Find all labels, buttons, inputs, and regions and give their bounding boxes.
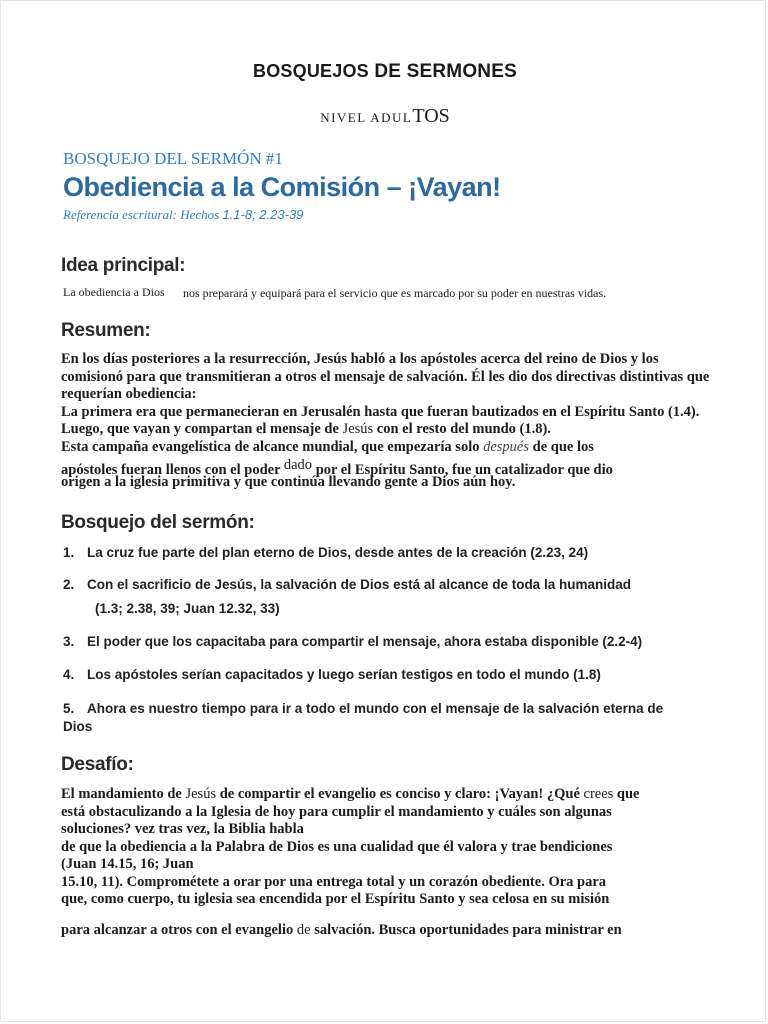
- challenge-line-5: (Juan 14.15, 16; Juan: [61, 856, 194, 872]
- outline-item-number: 2.: [63, 577, 75, 592]
- summary-p2-text-a: La primera era que permanecieran en Jerusalén hasta que fueran bautizados en el Espíritu Santo (1.4). Luego, que vayan y compartan el mensaje de: [61, 403, 700, 437]
- summary-p2-text-b: con el resto del mundo (1.8).: [373, 421, 551, 437]
- document-title-part2: DE SERMONES: [368, 61, 517, 82]
- outline-item-text: Ahora es nuestro tiempo para ir a todo el mundo con el mensaje de la salvación eterna de: [87, 701, 664, 716]
- subtitle-part1: NIVEL ADUL: [320, 110, 413, 125]
- challenge-l8-text-a: para alcanzar a otros con el evangelio: [61, 922, 297, 938]
- scripture-reference: [63, 207, 303, 223]
- summary-p4-text-a: apóstoles fueran llenos con el poder: [61, 462, 284, 478]
- outline-item-number: 4.: [63, 667, 75, 682]
- summary-p4-text-b: por el Espíritu Santo, fue un catalizador que dio: [312, 462, 613, 478]
- outline-item-2-continued: (1.3; 2.38, 39; Juan 12.32, 33): [95, 601, 280, 616]
- challenge-l1-text-b: de compartir el evangelio es conciso y claro: ¡Vayan! ¿Qué: [216, 786, 584, 802]
- main-idea-heading: Idea principal:: [61, 255, 186, 276]
- summary-p2-jesus: Jesús: [342, 421, 374, 437]
- summary-p3-despues: después: [483, 438, 530, 455]
- outline-item-number: 3.: [63, 634, 75, 649]
- outline-item-4: [63, 667, 601, 682]
- challenge-l1-text-a: El mandamiento de: [61, 786, 186, 802]
- document-subtitle: [1, 105, 768, 128]
- summary-p3-text-b: de que los: [529, 438, 594, 455]
- summary-paragraph-3: [61, 439, 721, 457]
- sermon-label: BOSQUEJO DEL SERMÓN #1: [63, 149, 283, 168]
- challenge-l1-text-c: que: [613, 786, 640, 802]
- main-idea-part1: La obediencia a Dios: [63, 285, 165, 299]
- challenge-l1-jesus: Jesús: [185, 786, 217, 802]
- outline-item-5: [63, 701, 663, 716]
- summary-heading: Resumen:: [61, 320, 151, 341]
- document-title-part1: BOSQUEJOS: [253, 61, 369, 81]
- summary-paragraph-2: [61, 404, 721, 439]
- outline-item-text: Con el sacrificio de Jesús, la salvación de Dios está al alcance de toda la humanidad: [87, 577, 631, 592]
- main-idea-part2: nos preparará y equipará para el servicio que es marcado por su poder en nuestras vidas.: [183, 286, 607, 300]
- challenge-line-4: de que la obediencia a la Palabra de Dios es una cualidad que él valora y trae bendiciones: [61, 838, 613, 855]
- subtitle-part2: TOS: [412, 105, 450, 127]
- challenge-l1-crees: crees: [583, 786, 614, 802]
- outline-item-number: 1.: [63, 545, 75, 560]
- summary-body: [61, 351, 721, 456]
- challenge-line-7: que, como cuerpo, tu iglesia sea encendida por el Espíritu Santo y sea celosa en su misión: [61, 891, 610, 907]
- reference-numbers: 1.1-8; 2.23-39: [222, 207, 304, 222]
- outline-item-5-continued: Dios: [63, 719, 93, 734]
- outline-item-text: El poder que los capacitaba para compartir el mensaje, ahora estaba disponible (2.2-4): [87, 634, 643, 649]
- challenge-line-2: está obstaculizando a la Iglesia de hoy para cumplir el mandamiento y cuáles son algunas: [61, 803, 612, 820]
- challenge-line-1: [61, 786, 721, 804]
- summary-paragraph-1: En los días posteriores a la resurrección, Jesús habló a los apóstoles acerca del reino de Dios y los comisionó para que transmitieran a otros el mensaje de salvación. Él les dio dos directivas distintivas que requerían obediencia:: [61, 351, 710, 402]
- outline-item-3: [63, 634, 642, 649]
- outline-item-1: [63, 545, 588, 560]
- document-title: [1, 61, 768, 83]
- summary-p4-dado: dado: [283, 457, 313, 473]
- challenge-line-6: 15.10, 11). Comprométete a orar por una entrega total y un corazón obediente. Ora para: [61, 873, 607, 890]
- challenge-body: [61, 786, 721, 909]
- reference-label: Referencia escritural: Hechos: [63, 207, 223, 222]
- sermon-title: Obediencia a la Comisión – ¡Vayan!: [63, 172, 501, 202]
- challenge-l8-text-b: salvación. Busca oportunidades para ministrar en: [310, 922, 622, 938]
- challenge-l8-de: de: [296, 922, 311, 938]
- summary-paragraph-5: origen a la iglesia primitiva y que continúa llevando gente a Dios aún hoy.: [61, 474, 516, 490]
- outline-item-text: Los apóstoles serían capacitados y luego serían testigos en todo el mundo (1.8): [87, 667, 601, 682]
- outline-heading: Bosquejo del sermón:: [61, 512, 255, 533]
- challenge-line-8: [61, 922, 721, 940]
- challenge-line-3: soluciones? vez tras vez, la Biblia habla: [61, 821, 304, 837]
- summary-p3-text-a: Esta campaña evangelística de alcance mundial, que empezaría solo: [61, 438, 484, 455]
- outline-item-number: 5.: [63, 701, 75, 716]
- outline-item-2: [63, 577, 631, 592]
- challenge-heading: Desafío:: [61, 754, 134, 775]
- outline-item-text: La cruz fue parte del plan eterno de Dios, desde antes de la creación (2.23, 24): [87, 545, 589, 560]
